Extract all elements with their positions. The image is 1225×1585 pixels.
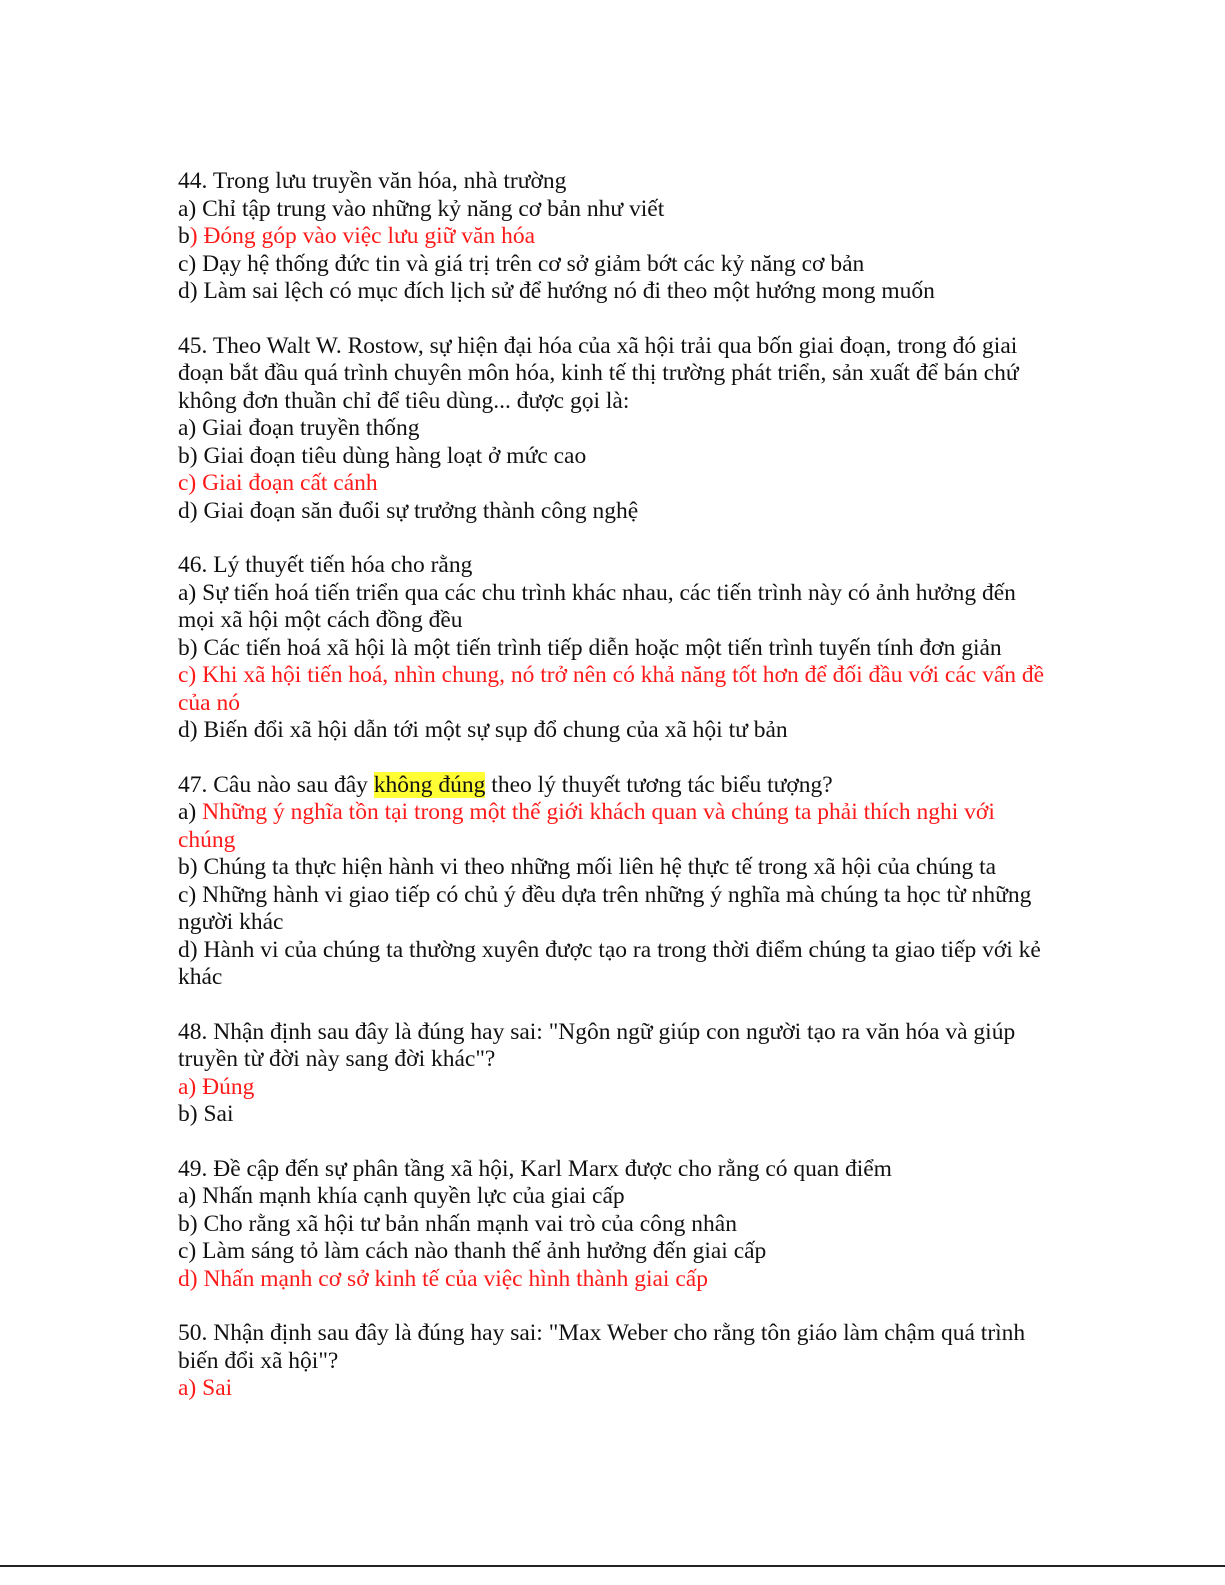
option-b: b) Chúng ta thực hiện hành vi theo những mối liên hệ thực tế trong xã hội của chúng ta: [178, 854, 997, 880]
option-d-correct: d) Nhấn mạnh cơ sở kinh tế của việc hình thành giai cấp: [178, 1265, 708, 1292]
question-stem: 50. Nhận định sau đây là đúng hay sai: "Max Weber cho rằng tôn giáo làm chậm quá trình biến đổi xã hội"?: [178, 1320, 1026, 1374]
question-stem: 49. Đề cập đến sự phân tầng xã hội, Karl Marx được cho rằng có quan điểm: [178, 1155, 892, 1182]
option-letter: b: [178, 223, 190, 249]
question-stem: 48. Nhận định sau đây là đúng hay sai: "Ngôn ngữ giúp con người tạo ra văn hóa và giúp truyền từ đời này sang đời khác"?: [178, 1018, 1016, 1072]
option-d: d) Làm sai lệch có mục đích lịch sử để hướng nó đi theo một hướng mong muốn: [178, 278, 935, 304]
question-46: [178, 552, 1058, 745]
option-a: a) Chỉ tập trung vào những kỷ năng cơ bản như viết: [178, 195, 665, 222]
question-50: [178, 1320, 1058, 1403]
question-stem: 45. Theo Walt W. Rostow, sự hiện đại hóa của xã hội trải qua bốn giai đoạn, trong đó giai đoạn bắt đầu quá trình chuyên môn hóa, kinh tế thị trường phát triển, sản xuất để bán chứ không đơn thuần chỉ để tiêu dùng... được gọi là:: [178, 332, 1019, 414]
question-stem: 46. Lý thuyết tiến hóa cho rằng: [178, 552, 473, 578]
correct-answer-text: ) Đóng góp vào việc lưu giữ văn hóa: [189, 223, 536, 249]
stem-after: theo lý thuyết tương tác biểu tượng?: [485, 771, 833, 798]
question-stem: 44. Trong lưu truyền văn hóa, nhà trường: [178, 168, 567, 194]
option-d: d) Giai đoạn săn đuổi sự trưởng thành công nghệ: [178, 497, 639, 524]
option-a: a) Nhấn mạnh khía cạnh quyền lực của giai cấp: [178, 1183, 625, 1209]
option-b: b) Sai: [178, 1101, 234, 1127]
option-c: c) Làm sáng tỏ làm cách nào thanh thế ảnh hưởng đến giai cấp: [178, 1238, 767, 1264]
option-letter: a): [178, 799, 203, 825]
question-47: [178, 772, 1058, 992]
option-b: b) Các tiến hoá xã hội là một tiến trình tiếp diễn hoặc một tiến trình tuyến tính đơn giản: [178, 634, 1002, 661]
question-stem: [178, 772, 1058, 800]
question-48: [178, 1019, 1058, 1129]
question-44: [178, 168, 1058, 306]
page-bottom-divider: [0, 1565, 1225, 1567]
option-c-correct: c) Giai đoạn cất cánh: [178, 470, 378, 496]
question-45: [178, 333, 1058, 526]
option-a-correct: a) Sai: [178, 1375, 233, 1401]
option-a: a) Giai đoạn truyền thống: [178, 415, 420, 441]
option-c-correct: c) Khi xã hội tiến hoá, nhìn chung, nó trở nên có khả năng tốt hơn để đối đầu với các vấn đề của nó: [178, 662, 1045, 716]
option-c: c) Dạy hệ thống đức tin và giá trị trên cơ sở giảm bớt các kỷ năng cơ bản: [178, 250, 865, 277]
option-a-correct: a) Đúng: [178, 1073, 255, 1100]
option-b: b) Cho rằng xã hội tư bản nhấn mạnh vai trò của công nhân: [178, 1210, 737, 1237]
question-49: [178, 1156, 1058, 1294]
document-page: [178, 168, 1058, 1430]
option-a-correct: [178, 799, 1058, 854]
option-a: a) Sự tiến hoá tiến triển qua các chu trình khác nhau, các tiến trình này có ảnh hưởng đến mọi xã hội một cách đồng đều: [178, 579, 1016, 633]
option-b: b) Giai đoạn tiêu dùng hàng loạt ở mức cao: [178, 442, 587, 469]
option-d: d) Biến đổi xã hội dẫn tới một sự sụp đổ chung của xã hội tư bản: [178, 717, 788, 743]
highlighted-phrase: không đúng: [373, 771, 486, 798]
option-c: c) Những hành vi giao tiếp có chủ ý đều dựa trên những ý nghĩa mà chúng ta học từ những người khác: [178, 881, 1032, 935]
stem-before: 47. Câu nào sau đây: [178, 771, 374, 798]
correct-answer-text: Những ý nghĩa tồn tại trong một thế giới khách quan và chúng ta phải thích nghi với chúng: [178, 799, 995, 853]
option-b-correct: [178, 223, 1058, 251]
option-d: d) Hành vi của chúng ta thường xuyên được tạo ra trong thời điểm chúng ta giao tiếp với kẻ khác: [178, 936, 1041, 990]
